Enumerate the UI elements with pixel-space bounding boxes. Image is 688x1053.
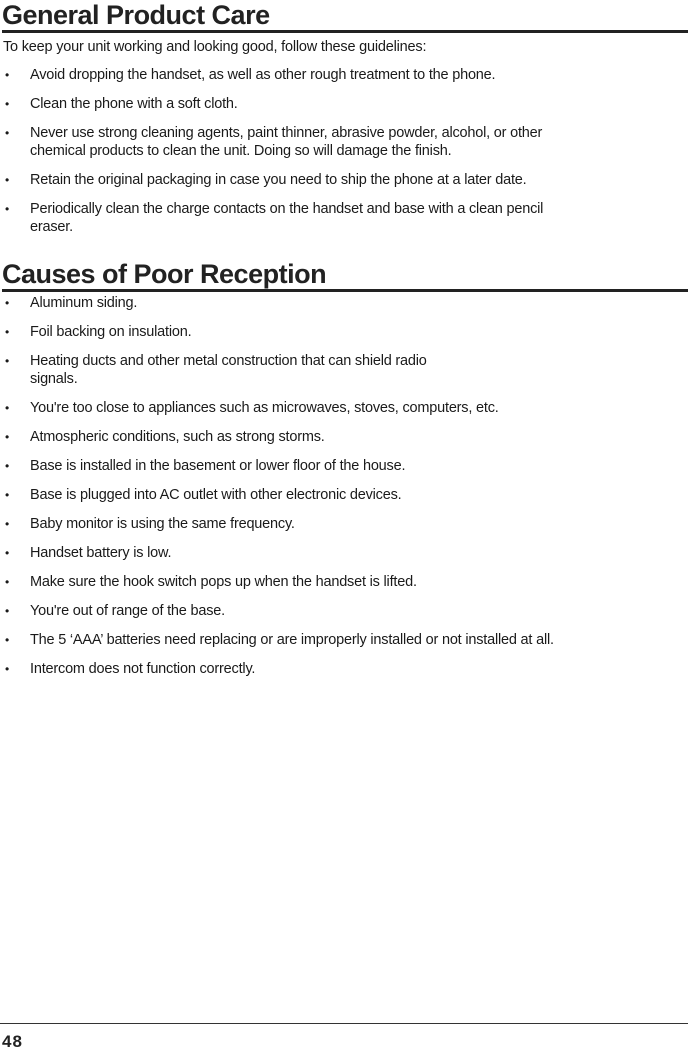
list-item-text: You're out of range of the base. <box>30 603 225 619</box>
list-item <box>0 631 640 649</box>
bullet-icon: • <box>5 517 10 531</box>
list-item <box>0 399 640 417</box>
list-item-text: Never use strong cleaning agents, paint thinner, abrasive powder, alcohol, or other chemical products to clean the unit. Doing so will damage the finish. <box>30 125 543 159</box>
bullet-icon: • <box>5 68 10 82</box>
list-item-text: Handset battery is low. <box>30 545 172 561</box>
list-item <box>0 95 640 113</box>
list-item-text: Baby monitor is using the same frequency. <box>30 516 295 532</box>
list-item <box>0 544 640 562</box>
list-item <box>0 573 640 591</box>
section-title-causes-of-poor-reception: Causes of Poor Reception <box>2 259 688 292</box>
bullet-icon: • <box>5 575 10 589</box>
list-item-text: Base is installed in the basement or lower floor of the house. <box>30 458 406 474</box>
bullet-icon: • <box>5 296 10 310</box>
section-title-general-product-care: General Product Care <box>2 0 688 33</box>
bullet-icon: • <box>5 126 10 140</box>
list-item <box>0 457 640 475</box>
list-item-text: Periodically clean the charge contacts on the handset and base with a clean pencil eraser. <box>30 201 544 235</box>
bullet-icon: • <box>5 354 10 368</box>
list-item <box>0 323 640 341</box>
list-item <box>0 66 640 84</box>
bullet-icon: • <box>5 325 10 339</box>
list-item <box>0 660 640 678</box>
care-intro-text: To keep your unit working and looking good, follow these guidelines: <box>3 39 427 55</box>
list-item-text: Clean the phone with a soft cloth. <box>30 96 238 112</box>
list-item-text: Retain the original packaging in case you need to ship the phone at a later date. <box>30 172 527 188</box>
list-item-text: Atmospheric conditions, such as strong storms. <box>30 429 325 445</box>
bullet-icon: • <box>5 401 10 415</box>
list-item <box>0 171 640 189</box>
list-item <box>0 352 640 388</box>
list-item <box>0 124 640 160</box>
list-item-text: The 5 ‘AAA’ batteries need replacing or are improperly installed or not installed at all. <box>30 632 554 648</box>
list-item <box>0 602 640 620</box>
bullet-icon: • <box>5 202 10 216</box>
bullet-icon: • <box>5 430 10 444</box>
bullet-icon: • <box>5 488 10 502</box>
page-number: 48 <box>2 1032 23 1051</box>
list-item-text: Avoid dropping the handset, as well as other rough treatment to the phone. <box>30 67 496 83</box>
list-item-text: Base is plugged into AC outlet with other electronic devices. <box>30 487 402 503</box>
list-item <box>0 294 640 312</box>
list-item-text: Intercom does not function correctly. <box>30 661 256 677</box>
list-item <box>0 515 640 533</box>
poor-reception-list <box>0 294 640 689</box>
bullet-icon: • <box>5 97 10 111</box>
bullet-icon: • <box>5 173 10 187</box>
list-item-text: Foil backing on insulation. <box>30 324 192 340</box>
bullet-icon: • <box>5 546 10 560</box>
list-item-text: Heating ducts and other metal construction that can shield radio signals. <box>30 353 427 387</box>
list-item-text: Make sure the hook switch pops up when the handset is lifted. <box>30 574 417 590</box>
list-item-text: Aluminum siding. <box>30 295 138 311</box>
bullet-icon: • <box>5 662 10 676</box>
product-care-list <box>0 66 640 247</box>
list-item <box>0 428 640 446</box>
bullet-icon: • <box>5 604 10 618</box>
bullet-icon: • <box>5 459 10 473</box>
bullet-icon: • <box>5 633 10 647</box>
list-item <box>0 486 640 504</box>
list-item <box>0 200 640 236</box>
footer-divider <box>0 1023 688 1024</box>
list-item-text: You're too close to appliances such as microwaves, stoves, computers, etc. <box>30 400 499 416</box>
